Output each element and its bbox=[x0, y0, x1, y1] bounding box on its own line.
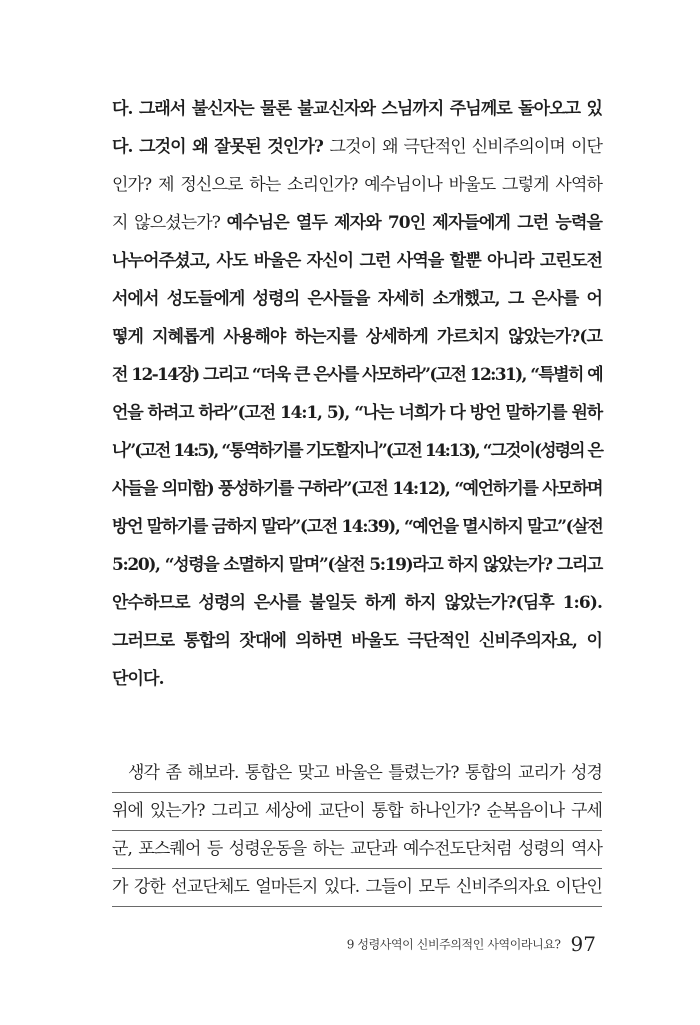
text-segment: 다. 그것이 왜 잘못된 것인가? bbox=[112, 137, 330, 157]
text-line bbox=[112, 318, 602, 356]
page-number: 97 bbox=[570, 932, 596, 956]
text-segment: 그것이 왜 극단적인 신비주의이며 이단 bbox=[329, 137, 602, 157]
text-line: 위에 있는가? 그리고 세상에 교단이 통합 하나인가? 순복음이나 구세 bbox=[112, 793, 602, 831]
text-line bbox=[112, 166, 602, 204]
text-line bbox=[112, 356, 602, 394]
text-line bbox=[112, 622, 602, 660]
text-segment: 전 12-14장) 그리고 “더욱 큰 은사를 사모하라”(고전 12:31), “특별히 예 bbox=[112, 365, 602, 385]
text-segment: 방언 말하기를 금하지 말라”(고전 14:39), “예언을 멸시하지 말고”(살전 bbox=[112, 517, 603, 537]
text-line: 가 강한 선교단체도 얼마든지 있다. 그들이 모두 신비주의자요 이단인 bbox=[112, 869, 602, 907]
text-segment: 5:20), “성령을 소멸하지 말며”(살전 5:19)라고 하지 않았는가? 그리고 bbox=[112, 555, 602, 575]
text-line: 군, 포스퀘어 등 성령운동을 하는 교단과 예수전도단처럼 성령의 역사 bbox=[112, 831, 602, 869]
text-segment: 지 않으셨는가? bbox=[112, 213, 227, 233]
text-line bbox=[112, 660, 602, 698]
paragraph-2 bbox=[112, 755, 602, 907]
text-segment: 그러므로 통합의 잣대에 의하면 바울도 극단적인 신비주의자요, 이 bbox=[112, 631, 602, 651]
text-line bbox=[112, 90, 602, 128]
paragraph-1 bbox=[112, 90, 602, 698]
text-line bbox=[112, 432, 602, 470]
text-line bbox=[112, 204, 602, 242]
text-line bbox=[112, 280, 602, 318]
text-segment: 다. 그래서 불신자는 물론 불교신자와 스님까지 주님께로 돌아오고 있 bbox=[112, 99, 602, 119]
text-segment: 사들을 의미함) 풍성하기를 구하라”(고전 14:12), “예언하기를 사모하며 bbox=[112, 479, 602, 499]
text-segment: 인가? 제 정신으로 하는 소리인가? 예수님이나 바울도 그렇게 사역하 bbox=[112, 175, 602, 195]
text-line bbox=[112, 242, 602, 280]
text-line: 생각 좀 해보라. 통합은 맞고 바울은 틀렸는가? 통합의 교리가 성경 bbox=[112, 755, 602, 793]
page-footer bbox=[347, 932, 596, 956]
text-line bbox=[112, 508, 602, 546]
chapter-title: 9 성령사역이 신비주의적인 사역이라니요? bbox=[346, 937, 561, 952]
text-segment: 예수님은 열두 제자와 70인 제자들에게 그런 능력을 bbox=[226, 213, 602, 233]
text-line bbox=[112, 128, 602, 166]
text-segment: 서에서 성도들에게 성령의 은사들을 자세히 소개했고, 그 은사를 어 bbox=[112, 289, 602, 309]
text-segment: 단이다. bbox=[112, 669, 164, 689]
text-segment: 안수하므로 성령의 은사를 불일듯 하게 하지 않았는가?(딤후 1:6). bbox=[112, 593, 602, 613]
text-segment: 나”(고전 14:5), “통역하기를 기도할지니”(고전 14:13), “그것이(성령의 은 bbox=[112, 441, 602, 461]
text-segment: 언을 하려고 하라”(고전 14:1, 5), “나는 너희가 다 방언 말하기를 원하 bbox=[112, 403, 602, 423]
text-line bbox=[112, 394, 602, 432]
text-line bbox=[112, 584, 602, 622]
text-line bbox=[112, 546, 602, 584]
text-segment: 떻게 지혜롭게 사용해야 하는지를 상세하게 가르치지 않았는가?(고 bbox=[112, 327, 602, 347]
text-line bbox=[112, 470, 602, 508]
text-segment: 나누어주셨고, 사도 바울은 자신이 그런 사역을 할뿐 아니라 고린도전 bbox=[112, 251, 602, 271]
